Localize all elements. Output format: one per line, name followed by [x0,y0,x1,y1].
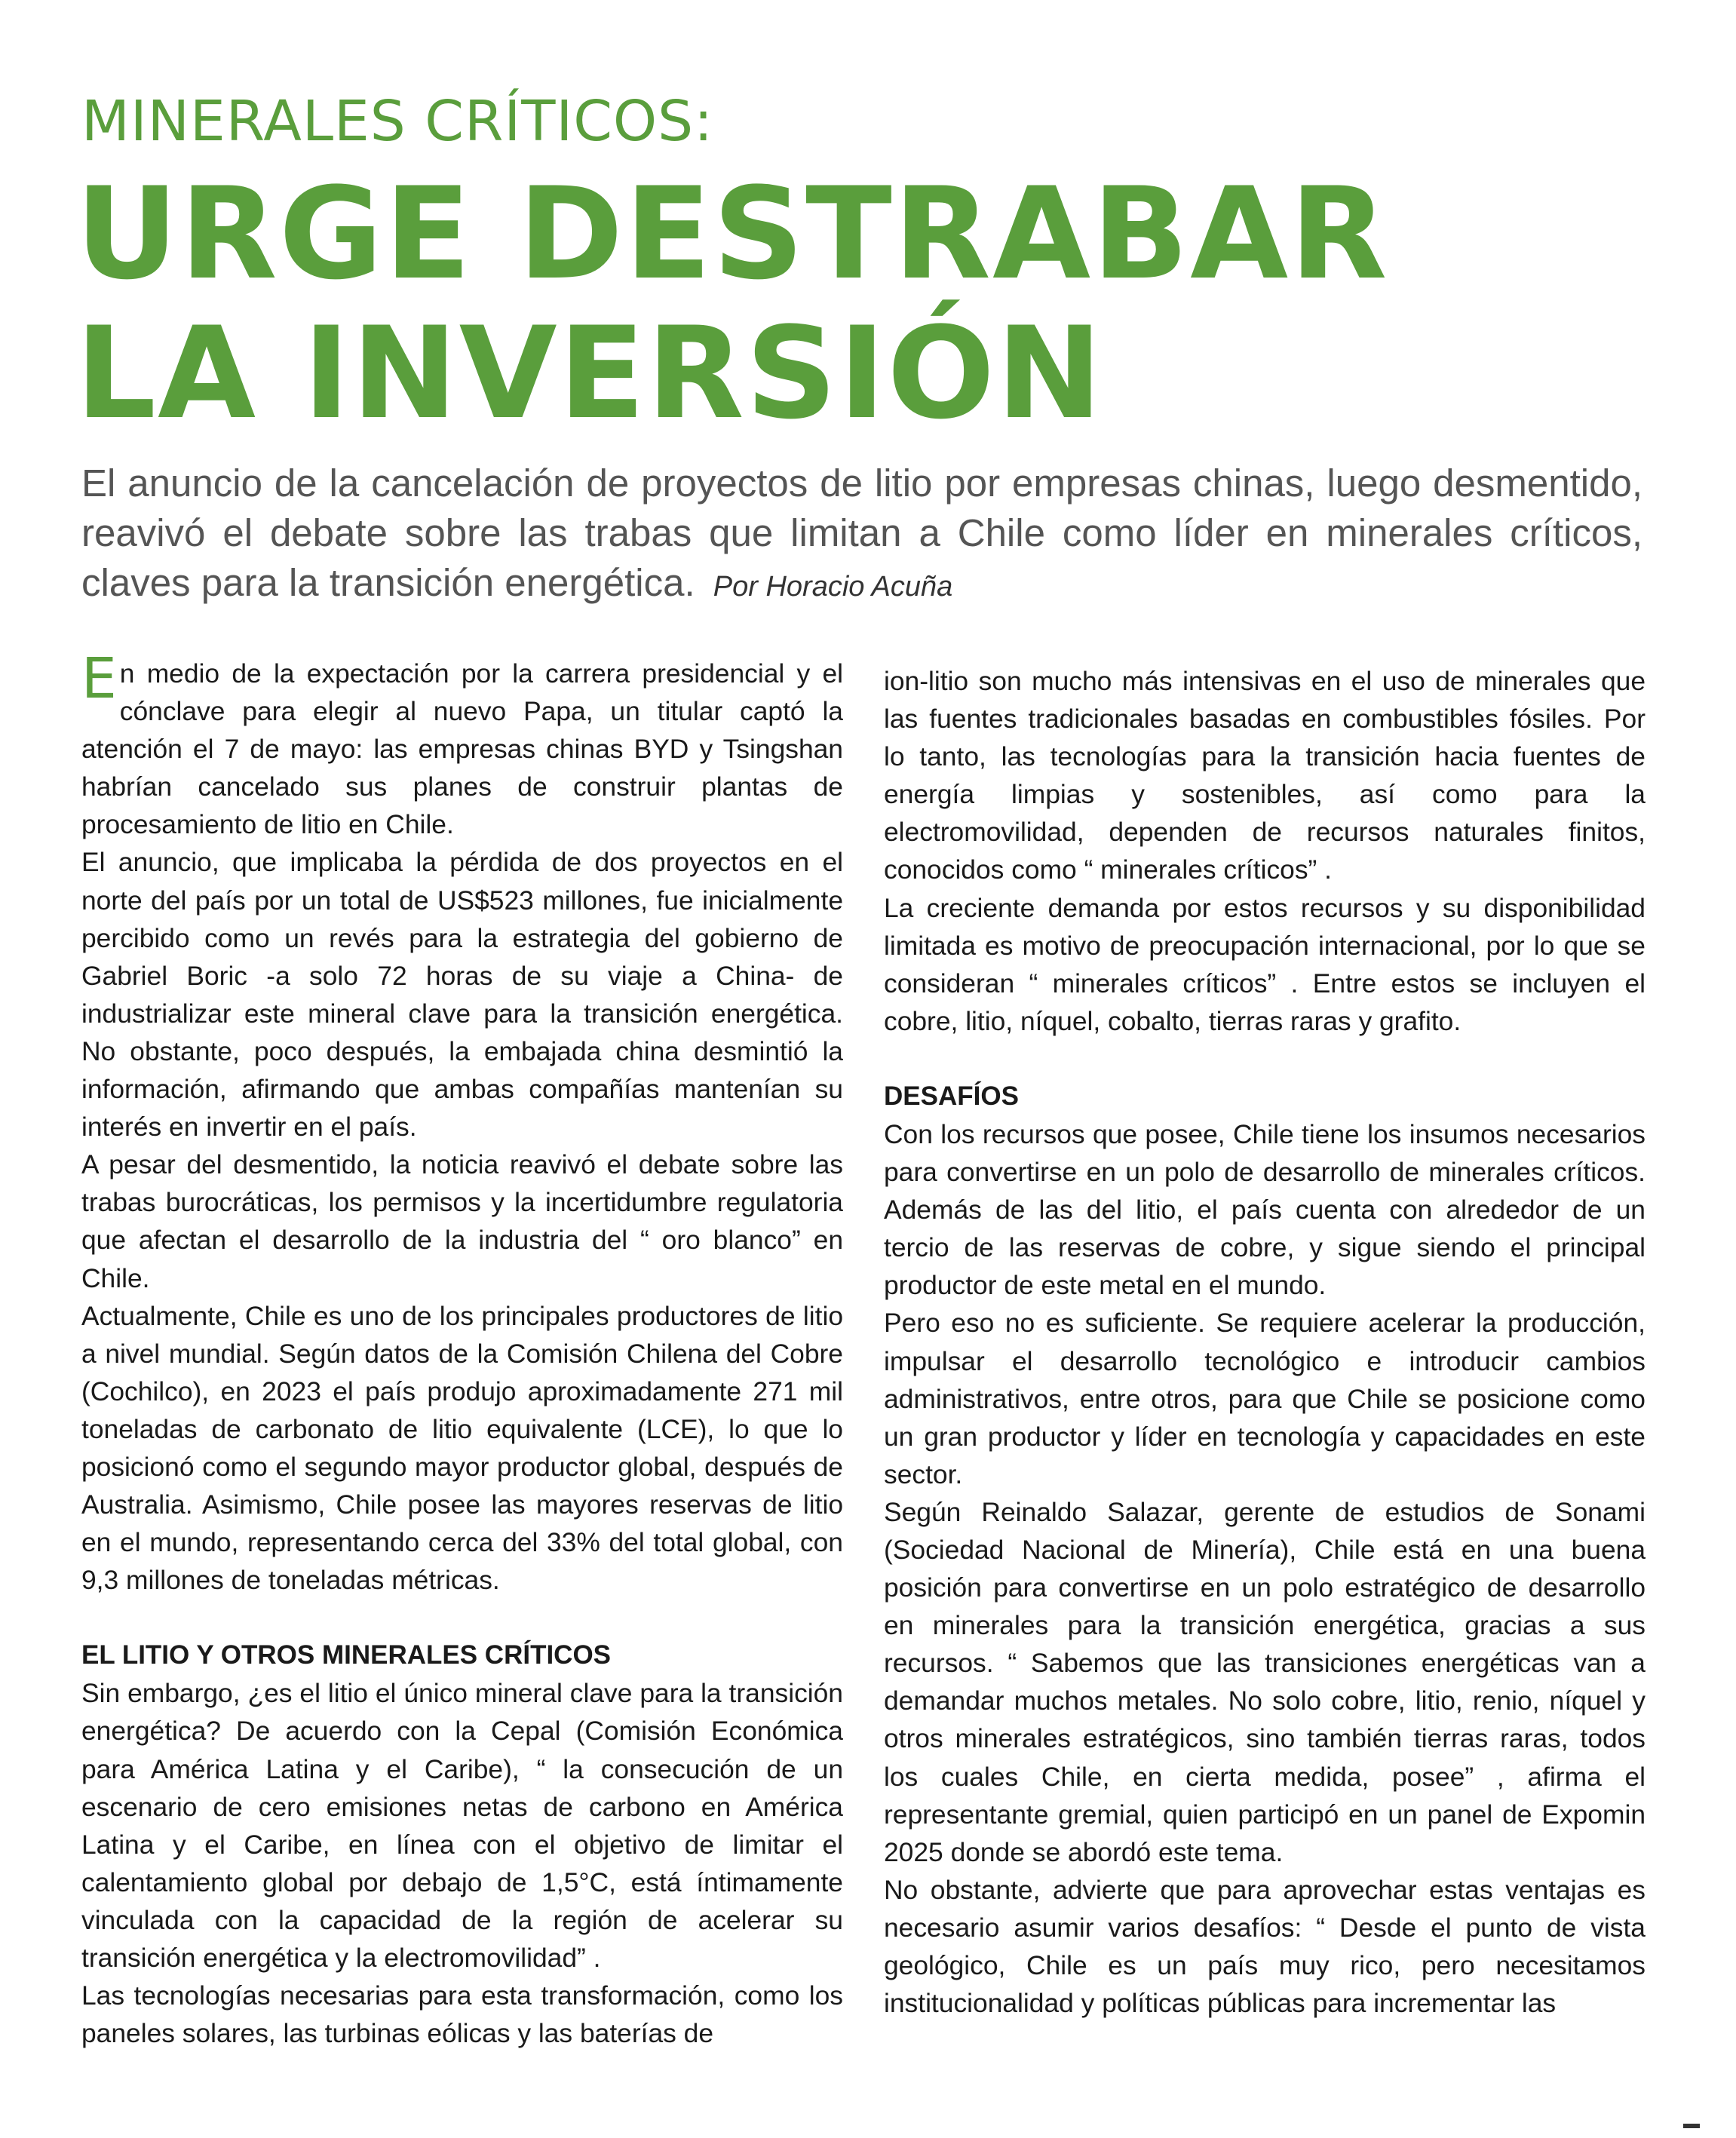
section-heading: DESAFÍOS [884,1081,1019,1111]
paragraph: Actualmente, Chile es uno de los principales productores de litio a nivel mundial. Según datos de la Comisión Chilena del Cobre (Cochilco), en 2023 el país produjo aproximadamente 271 mil toneladas de carbonato de litio equivalente (LCE), lo que lo posicionó como el segundo mayor productor global, después de Australia. Asimismo, Chile posee las mayores reservas de litio en el mundo, representando cerca del 33% del total global, con 9,3 millones de toneladas métricas. [81,1300,843,1596]
paragraph: Con los recursos que posee, Chile tiene los insumos necesarios para convertirse en un polo de desarrollo de minerales críticos. Además de las del litio, el país cuenta con alrededor de un tercio de las reservas de cobre, y sigue siendo el principal productor de este metal en el mundo. [884,1118,1646,1301]
paragraph [81,646,843,843]
paragraph-text: n medio de la expectación por la carrera presidencial y el cónclave para elegir al nuevo Papa, un titular captó la atención el 7 de mayo: las empresas chinas BYD y Tsingshan habrían cancelado sus planes de construir plantas de procesamiento de litio en Chile. [81,658,843,840]
paragraph: No obstante, advierte que para aprovechar estas ventajas es necesario asumir varios desafíos: “ Desde el punto de vista geológico, Chile es un país muy rico, pero necesitamos institucionalidad y políticas públicas para incrementar las [884,1874,1646,2019]
article-standfirst [81,459,1642,612]
article-kicker: MINERALES CRÍTICOS: [81,89,714,154]
left-column [81,646,843,2052]
paragraph: El anuncio, que implicaba la pérdida de dos proyectos en el norte del país por un total de US$523 millones, fue inicialmente percibido como un revés para la estrategia del gobierno de Gabriel Boric -a solo 72 horas de su viaje a China- de industrializar este mineral clave para la transición energética. No obstante, poco después, la embajada china desmintió la información, afirmando que ambas compañías mantenían su interés en invertir en el país. [81,847,843,1143]
paragraph: A pesar del desmentido, la noticia reavivó el debate sobre las trabas burocráticas, los permisos y la incertidumbre regulatoria que afectan el desarrollo de la industria del “ oro blanco” en Chile. [81,1149,843,1293]
paragraph: La creciente demanda por estos recursos y su disponibilidad limitada es motivo de preocupación internacional, por lo que se consideran “ minerales críticos” . Entre estos se incluyen el cobre, litio, níquel, cobalto, tierras raras y grafito. [884,892,1646,1036]
section-heading: EL LITIO Y OTROS MINERALES CRÍTICOS [81,1640,612,1670]
right-column [884,662,1646,2022]
paragraph: Sin embargo, ¿es el litio el único mineral clave para la transición energética? De acuerdo con la Cepal (Comisión Económica para América Latina y el Caribe), “ la consecución de un escenario de cero emisiones netas de carbono en América Latina y el Caribe, en línea con el objetivo de limitar el calentamiento global por debajo de 1,5°C, está íntimamente vinculada con la capacidad de la región de acelerar su transición energética y la electromovilidad” . [81,1678,843,1973]
headline-line-2: LA INVERSIÓN [75,299,1104,447]
byline: Por Horacio Acuña [713,571,953,603]
paragraph: Pero eso no es suficiente. Se requiere acelerar la producción, impulsar el desarrollo tecnológico e introducir cambios administrativos, entre otros, para que Chile se posicione como un gran productor y líder en tecnología y capacidades en este sector. [884,1308,1646,1489]
standfirst-text: El anuncio de la cancelación de proyectos de litio por empresas chinas, luego desmentido, reavivó el debate sobre las trabas que limitan a Chile como líder en minerales críticos, claves para la transición energética. [81,462,1642,604]
drop-cap: E [81,646,117,711]
article-headline [75,160,1659,447]
page-folio-mark [1683,2124,1700,2128]
paragraph: Las tecnologías necesarias para esta transformación, como los paneles solares, las turbinas eólicas y las baterías de [81,1980,843,2049]
paragraph: ion-litio son mucho más intensivas en el uso de minerales que las fuentes tradicionales basadas en combustibles fósiles. Por lo tanto, las tecnologías para la transición hacia fuentes de energía limpias y sostenibles, así como para la electromovilidad, dependen de recursos naturales finitos, conocidos como “ minerales críticos” . [884,666,1646,885]
paragraph: Según Reinaldo Salazar, gerente de estudios de Sonami (Sociedad Nacional de Minería), Chile está en una buena posición para convertirse en un polo estratégico de desarrollo en minerales para la transición energética, gracias a sus recursos. “ Sabemos que las transiciones energéticas van a demandar muchos metales. No solo cobre, litio, renio, níquel y otros minerales estratégicos, sino también tierras raras, todos los cuales Chile, en cierta medida, posee” , afirma el representante gremial, quien participó en un panel de Expomin 2025 donde se abordó este tema. [884,1496,1646,1867]
headline-line-1: URGE DESTRABAR [75,160,1389,308]
